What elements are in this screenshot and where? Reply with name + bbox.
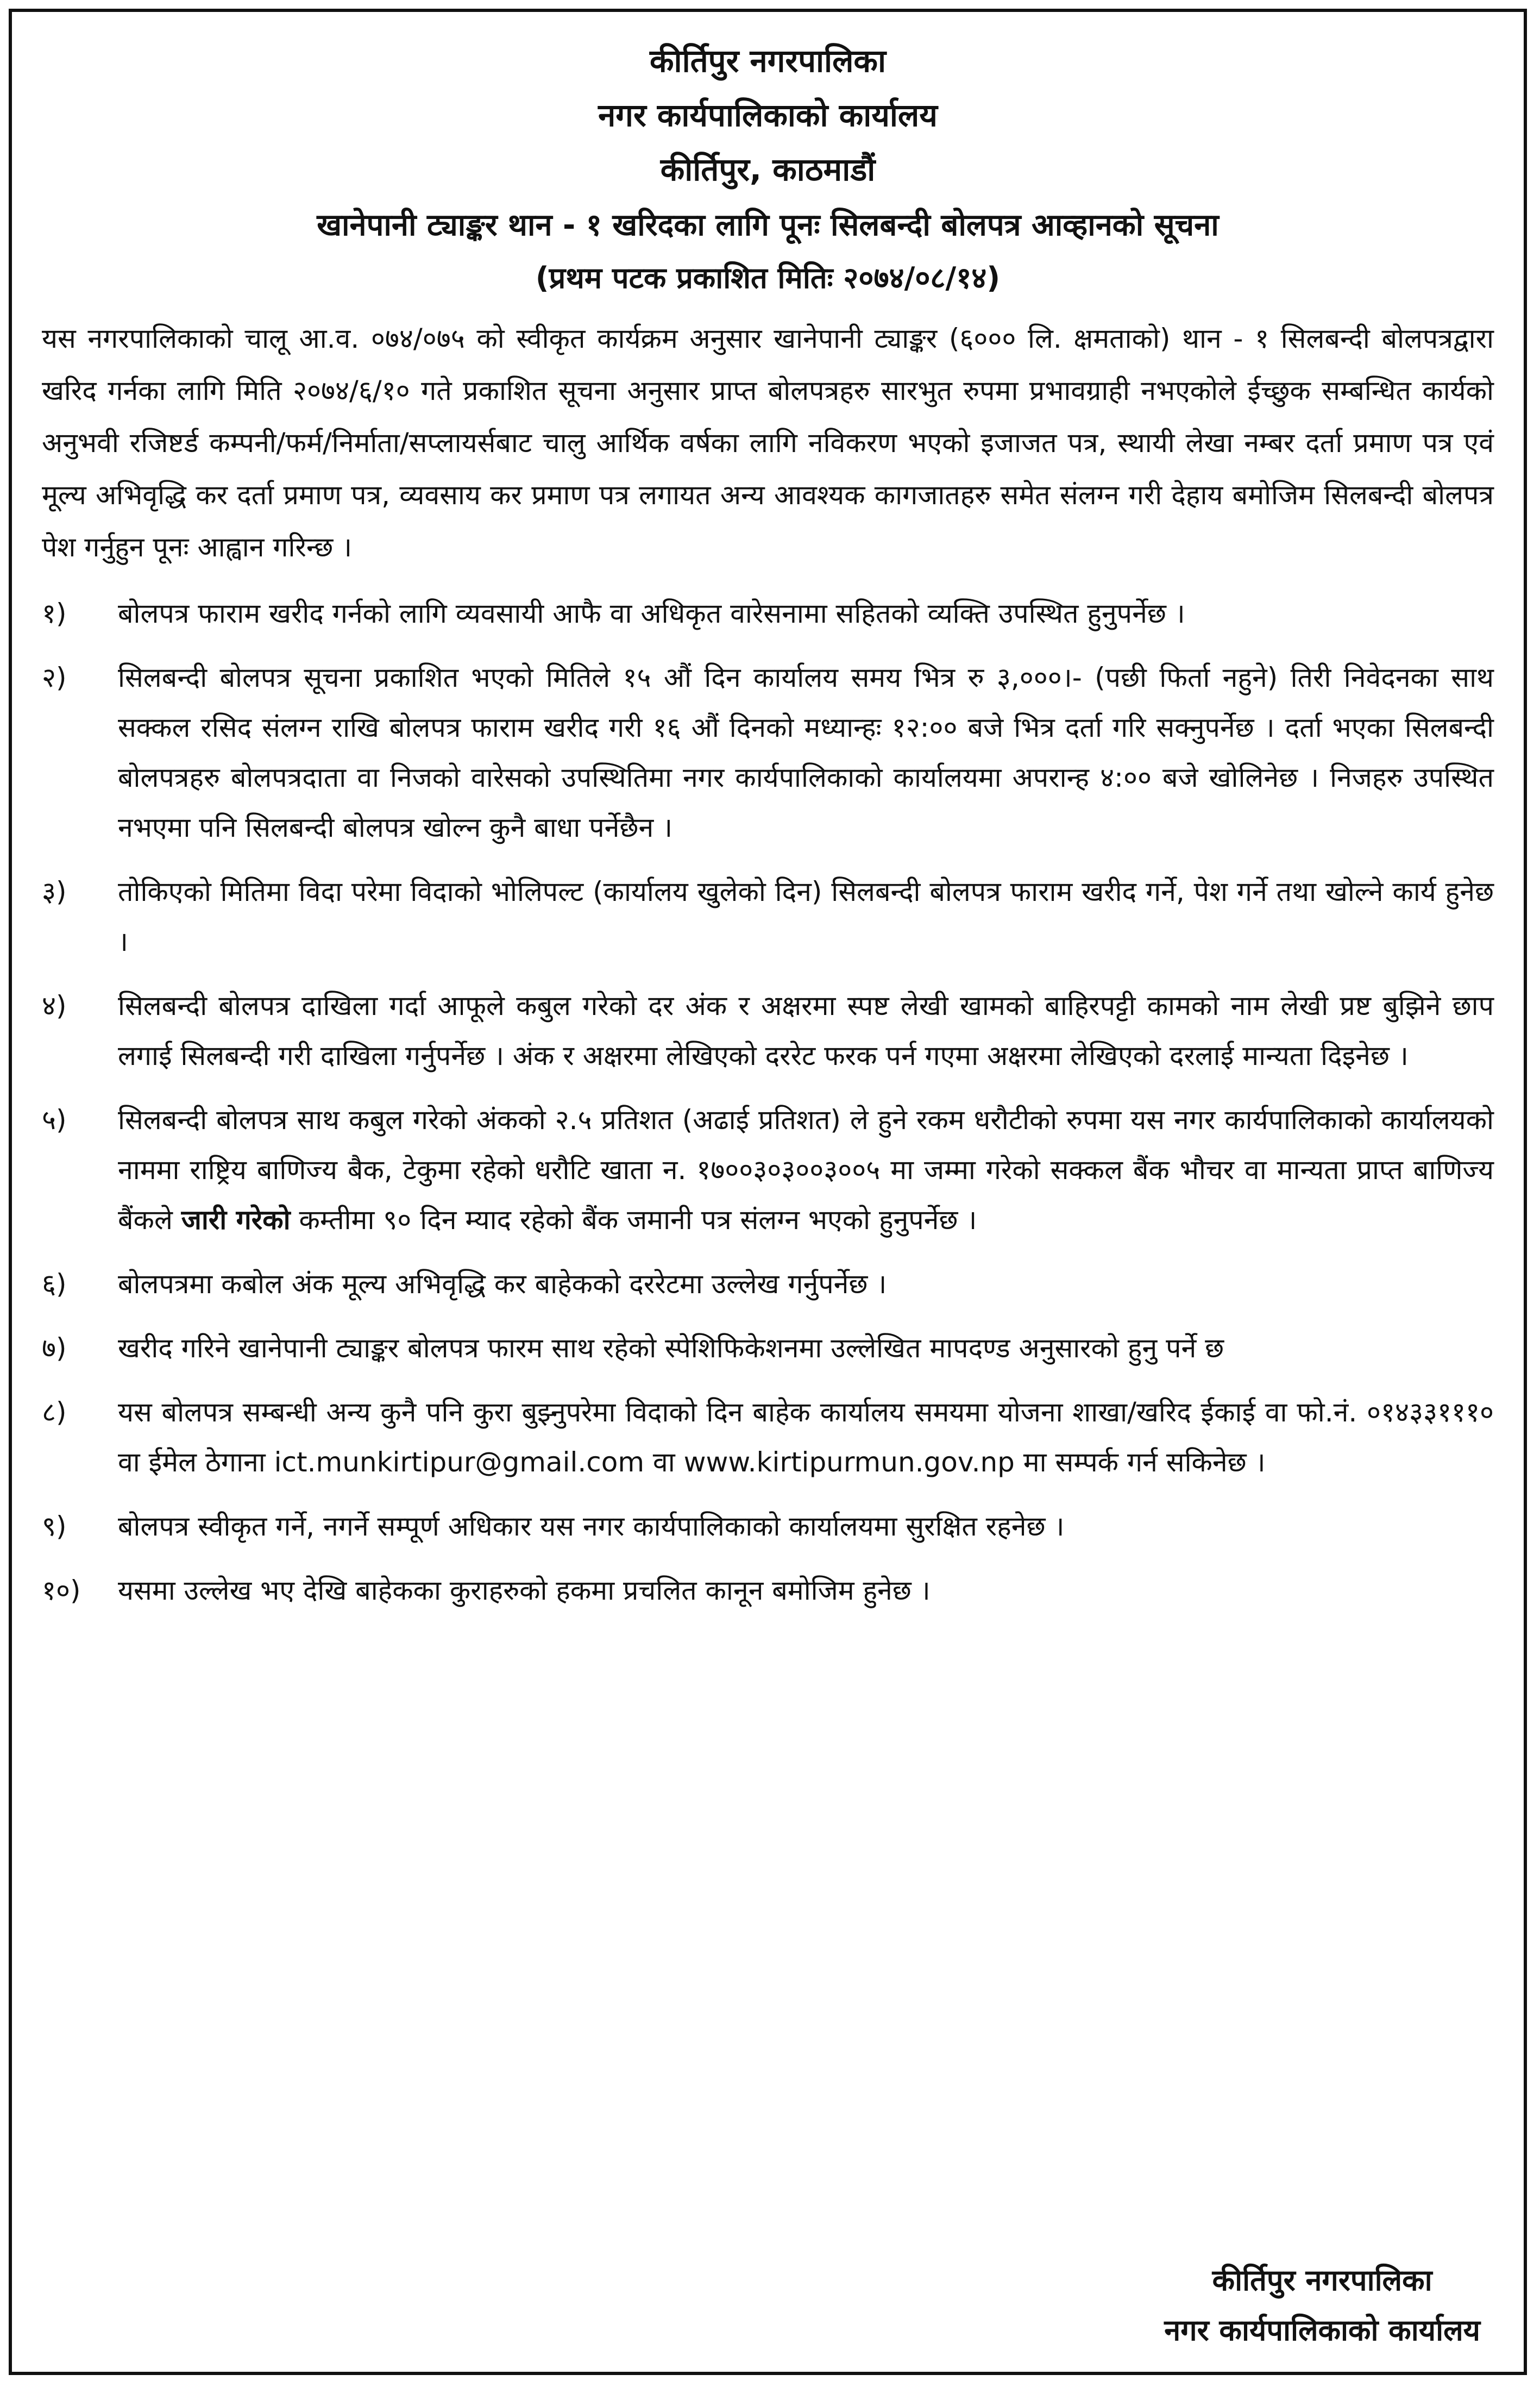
item-text: सिलबन्दी बोलपत्र दाखिला गर्दा आफूले कबुल गरेको दर अंक र अक्षरमा स्पष्ट लेखी खामको बाहिरपट्टी कामको नाम लेखी प्रष्ट बुझिने छाप लगाई सिलबन्दी गरी दाखिला गर्नुपर्नेछ । अंक र अक्षरमा लेखिएको दररेट फरक पर्न गएमा अक्षरमा लेखिएको दरलाई मान्यता दिइनेछ । bbox=[118, 990, 1494, 1072]
item-number: ३) bbox=[42, 876, 67, 907]
item-text: यस बोलपत्र सम्बन्धी अन्य कुनै पनि कुरा बुझ्नुपरेमा विदाको दिन बाहेक कार्यालय समयमा योजना शाखा/खरिद ईकाई वा फो.नं. ०१४३३१११० वा ईमेल ठेगाना ict.munkirtipur@gmail.com वा www.kirtipurmun.gov.np मा सम्पर्क गर्न सकिनेछ । bbox=[118, 1396, 1494, 1478]
item-text: बोलपत्रमा कबोल अंक मूल्य अभिवृद्धि कर बाहेकको दररेटमा उल्लेख गर्नुपर्नेछ । bbox=[118, 1268, 887, 1300]
list-item bbox=[42, 1259, 1494, 1309]
item-text: तोकिएको मितिमा विदा परेमा विदाको भोलिपल्ट (कार्यालय खुलेको दिन) सिलबन्दी बोलपत्र फाराम खरीद गर्ने, पेश गर्ने तथा खोल्ने कार्य हुनेछ । bbox=[118, 876, 1494, 957]
item-number: ८) bbox=[42, 1396, 67, 1428]
office-location: कीर्तिपुर, काठमाडौं bbox=[660, 151, 876, 188]
item-number: १) bbox=[42, 598, 67, 629]
item-text-part: कम्तीमा ९० दिन म्याद रहेको बैंक जमानी पत्र संलग्न भएको हुनुपर्नेछ । bbox=[290, 1204, 977, 1236]
municipality-name: कीर्तिपुर नगरपालिका bbox=[650, 42, 886, 79]
signature-block bbox=[1164, 2256, 1480, 2355]
notice-title: खानेपानी ट्याङ्कर थान - १ खरिदका लागि पूनः सिलबन्दी बोलपत्र आव्हानको सूचना bbox=[317, 208, 1219, 243]
list-item bbox=[42, 588, 1494, 638]
publication-date: (प्रथम पटक प्रकाशित मितिः २०७४/०८/१४) bbox=[535, 261, 1001, 295]
signature-municipality: कीर्तिपुर नगरपालिका bbox=[1212, 2263, 1432, 2297]
intro-paragraph: यस नगरपालिकाको चालू आ.व. ०७४/०७५ को स्वीकृत कार्यक्रम अनुसार खानेपानी ट्याङ्कर (६००० लि. क्षमताको) थान - १ सिलबन्दी बोलपत्रद्वारा खरिद गर्नका लागि मिति २०७४/६/१० गते प्रकाशित सूचना अनुसार प्राप्त बोलपत्रहरु सारभुत रुपमा प्रभावग्राही नभएकोले ईच्छुक सम्बन्धित कार्यको अनुभवी रजिष्टर्ड कम्पनी/फर्म/निर्माता/सप्लायर्सबाट चालु आर्थिक वर्षका लागि नविकरण भएको इजाजत पत्र, स्थायी लेखा नम्बर दर्ता प्रमाण पत्र एवं मूल्य अभिवृद्धि कर दर्ता प्रमाण पत्र, व्यवसाय कर प्रमाण पत्र लगायत अन्य आवश्यक कागजातहरु समेत संलग्न गरी देहाय बमोजिम सिलबन्दी बोलपत्र पेश गर्नुहुन पूनः आह्वान गरिन्छ । bbox=[42, 323, 1494, 563]
list-item bbox=[42, 1323, 1494, 1373]
item-text: बोलपत्र स्वीकृत गर्ने, नगर्ने सम्पूर्ण अधिकार यस नगर कार्यपालिकाको कार्यालयमा सुरक्षित रहनेछ । bbox=[118, 1511, 1065, 1542]
list-item bbox=[42, 1387, 1494, 1487]
item-number: ४) bbox=[42, 990, 67, 1022]
list-item bbox=[42, 981, 1494, 1081]
list-item bbox=[42, 1095, 1494, 1245]
item-number: ९) bbox=[42, 1511, 67, 1542]
item-number: ६) bbox=[42, 1268, 67, 1300]
signature-office: नगर कार्यपालिकाको कार्यालय bbox=[1164, 2313, 1480, 2347]
item-text: सिलबन्दी बोलपत्र सूचना प्रकाशित भएको मितिले १५ औं दिन कार्यालय समय भित्र रु ३,०००।- (पछी फिर्ता नहुने) तिरी निवेदनका साथ सक्कल रसिद संलग्न राखि बोलपत्र फाराम खरीद गरी १६ औं दिनको मध्यान्हः १२:०० बजे भित्र दर्ता गरि सक्नुपर्नेछ । दर्ता भएका सिलबन्दी बोलपत्रहरु बोलपत्रदाता वा निजको वारेसको उपस्थितिमा नगर कार्यपालिकाको कार्यालयमा अपरान्ह ४:०० बजे खोलिनेछ । निजहरु उपस्थित नभएमा पनि सिलबन्दी बोलपत्र खोल्न कुनै बाधा पर्नेछैन । bbox=[118, 662, 1494, 843]
item-text-part: सिलबन्दी बोलपत्र साथ कबुल गरेको अंकको २.५ प्रतिशत (अढाई प्रतिशत) ले हुने रकम धरौटीको रुपमा यस नगर कार्यपालिकाको कार्यालयको नाममा राष्ट्रिय बाणिज्य बैक, टेकुमा रहेको धरौटि खाता न. १७००३०३००३००५ मा जम्मा गरेको सक्कल बैंक भौचर वा मान्यता प्राप्त बाणिज्य बैंकले bbox=[118, 1104, 1494, 1236]
item-number: ५) bbox=[42, 1104, 67, 1136]
notice-header bbox=[42, 34, 1494, 303]
notice-page bbox=[9, 9, 1527, 2375]
item-text: खरीद गरिने खानेपानी ट्याङ्कर बोलपत्र फारम साथ रहेको स्पेशिफिकेशनमा उल्लेखित मापदण्ड अनुसारको हुनु पर्ने छ bbox=[118, 1332, 1224, 1364]
list-item bbox=[42, 1565, 1494, 1615]
item-text-bold: जारी गरेको bbox=[181, 1204, 291, 1236]
list-item bbox=[42, 1501, 1494, 1551]
item-number: ७) bbox=[42, 1332, 67, 1364]
item-number: २) bbox=[42, 662, 67, 693]
item-text: यसमा उल्लेख भए देखि बाहेकका कुराहरुको हकमा प्रचलित कानून बमोजिम हुनेछ । bbox=[118, 1575, 931, 1606]
list-item bbox=[42, 653, 1494, 853]
list-item bbox=[42, 867, 1494, 967]
item-text: बोलपत्र फाराम खरीद गर्नको लागि व्यवसायी आफै वा अधिकृत वारेसनामा सहितको व्यक्ति उपस्थित हुनुपर्नेछ । bbox=[118, 598, 1185, 629]
item-text bbox=[118, 1095, 1494, 1245]
item-number: १०) bbox=[42, 1575, 81, 1606]
conditions-list bbox=[42, 588, 1494, 1615]
office-name: नगर कार्यपालिकाको कार्यालय bbox=[598, 97, 938, 134]
